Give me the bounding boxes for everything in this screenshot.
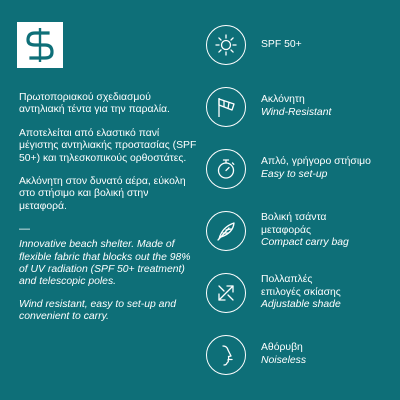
feature-spf-text	[261, 25, 302, 65]
feature-carry-english: Compact carry bag	[261, 237, 349, 249]
windsock-icon	[206, 87, 246, 127]
greek-paragraph-3: Ακλόνητη στον δυνατό αέρα, εύκολη στο στήσιμο και βολική στην μεταφορά.	[19, 176, 186, 212]
feature-setup	[206, 149, 400, 193]
feature-shade-text	[261, 273, 341, 313]
feature-shade-english: Adjustable shade	[261, 299, 341, 311]
feature-carry	[206, 211, 400, 255]
feature-noise-english: Noiseless	[261, 355, 307, 366]
sun-icon	[206, 25, 246, 65]
feature-noise-greek: Αθόρυβη	[261, 342, 303, 354]
feature-wind-greek: Ακλόνητη	[261, 94, 305, 106]
feature-noise-text	[261, 335, 306, 375]
feather-icon	[206, 211, 246, 251]
feature-carry-text	[261, 211, 349, 251]
english-paragraph-2: Wind resistant, easy to set-up and convenient to carry.	[19, 298, 177, 323]
feature-setup-english: Easy to set-up	[261, 169, 328, 180]
feature-spf	[206, 25, 400, 69]
feature-spf-label: SPF 50+	[261, 38, 302, 50]
greek-description	[19, 92, 199, 213]
description-panel	[19, 92, 199, 334]
greek-paragraph-1: Πρωτοποριακού σχεδιασμού αντηλιακή τέντα για την παραλία.	[19, 92, 170, 116]
greek-paragraph-2: Αποτελείται από ελαστικό πανί μέγιστης αντηλιακής προστασίας (SPF 50+) και τηλεσκοπικούς ορθοστάτες.	[19, 127, 197, 164]
stopwatch-icon	[206, 149, 246, 189]
feature-noise	[206, 335, 400, 379]
separator-dash: —	[19, 223, 30, 236]
feature-setup-text	[261, 149, 371, 189]
english-description	[19, 239, 199, 323]
silent-face-icon	[206, 335, 246, 375]
feature-carry-greek: Βολική τσάντα	[261, 212, 327, 224]
feature-shade	[206, 273, 400, 317]
feature-carry-greek-line2: μεταφοράς	[261, 224, 312, 236]
feature-shade-greek: Πολλαπλές	[261, 274, 313, 286]
feature-wind-text	[261, 87, 331, 127]
expand-arrows-icon	[206, 273, 246, 313]
brand-logo-icon	[17, 22, 63, 68]
feature-shade-greek-line2: επιλογές σκίασης	[261, 286, 341, 298]
feature-wind	[206, 87, 400, 131]
english-paragraph-1: Innovative beach shelter. Made of flexible fabric that blocks out the 98% of UV radiation (SPF 50+ treatment) and telescopic poles.	[19, 239, 191, 288]
feature-setup-greek: Απλό, γρήγορο στήσιμο	[261, 156, 371, 168]
feature-wind-english: Wind-Resistant	[261, 107, 332, 118]
